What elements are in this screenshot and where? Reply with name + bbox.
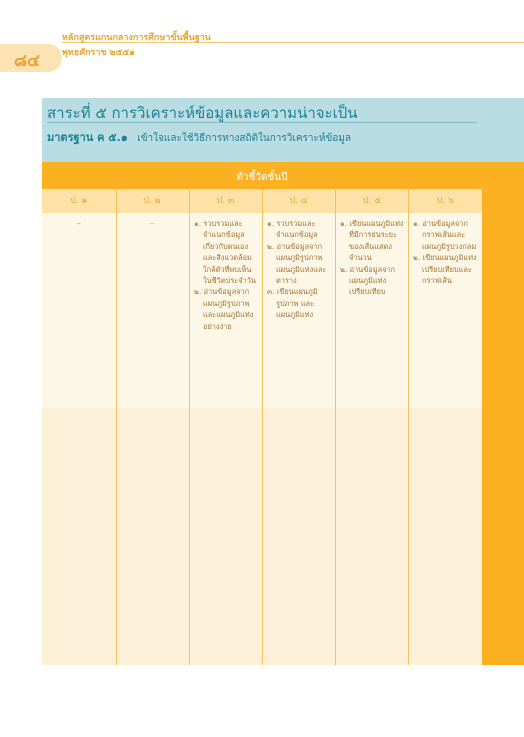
book-title: หลักสูตรแกนกลางการศึกษาขั้นพื้นฐาน — [62, 33, 211, 43]
indicator-item: ๑. รวบรวมและจำแนกข้อมูลเกี่ยวกับตนเองและสิ่งแวดล้อมใกล้ตัวที่พบเห็นในชีวิตประจำวัน — [194, 219, 256, 286]
cell-text: – — [150, 219, 154, 228]
grade-header-cell: ป. ๖ — [436, 196, 454, 206]
column-divider — [262, 189, 263, 665]
page-number: ๘๔ — [14, 51, 40, 71]
column-divider — [116, 189, 117, 665]
right-orange-edge — [482, 162, 524, 665]
cell-grade-1 — [46, 218, 112, 229]
grade-header-cell: ป. ๔ — [289, 196, 308, 206]
cell-grade-3 — [194, 218, 260, 332]
standard-line — [47, 128, 351, 146]
cell-grade-4 — [267, 218, 333, 321]
cell-text: – — [77, 219, 81, 228]
strand-divider — [47, 122, 477, 123]
indicator-item: ๓. เขียนแผนภูมิรูปภาพ และแผนภูมิแท่ง — [267, 287, 318, 320]
indicator-item: ๑. รวบรวมและจำแนกข้อมูล — [267, 219, 318, 240]
grade-header-cell: ป. ๒ — [143, 196, 161, 206]
cell-grade-5 — [340, 218, 406, 298]
grade-header-cell: ป. ๕ — [362, 196, 382, 206]
column-divider — [189, 189, 190, 665]
standard-text: เข้าใจและใช้วิธีการทางสถิติในการวิเคราะห์ข้อมูล — [137, 133, 352, 144]
indicator-item: ๒. เขียนแผนภูมิแท่งเปรียบเทียบและกราฟเส้น — [413, 253, 477, 286]
standard-label: มาตรฐาน ค ๕.๑ — [47, 131, 128, 144]
column-divider — [335, 189, 336, 665]
book-year: พุทธศักราช ๒๕๕๑ — [62, 48, 135, 58]
indicator-item: ๒. อ่านข้อมูลจากแผนภูมิรูปภาพและแผนภูมิแท่งอย่างง่าย — [194, 287, 254, 331]
indicator-item: ๒. อ่านข้อมูลจากแผนภูมิแท่งเปรียบเทียบ — [340, 264, 396, 297]
indicator-item: ๑. อ่านข้อมูลจากกราฟเส้นและแผนภูมิรูปวงกลม — [413, 219, 477, 251]
grade-header-cell: ป. ๓ — [216, 196, 235, 206]
grade-header-cell: ป. ๑ — [70, 196, 88, 206]
indicator-item: ๒. อ่านข้อมูลจากแผนภูมิรูปภาพ แผนภูมิแท่งและตาราง — [267, 241, 327, 286]
strand-title: สาระที่ ๕ การวิเคราะห์ข้อมูลและความน่าจะเป็น — [47, 104, 358, 122]
cell-grade-6 — [413, 218, 479, 286]
indicator-band-title: ตัวชี้วัดชั้นปี — [236, 172, 288, 183]
indicator-item: ๑. เขียนแผนภูมิแท่งที่มีการย่นระยะของเส้นแสดงจำนวน — [340, 219, 404, 263]
cell-grade-2 — [119, 218, 185, 229]
column-divider — [408, 189, 409, 665]
